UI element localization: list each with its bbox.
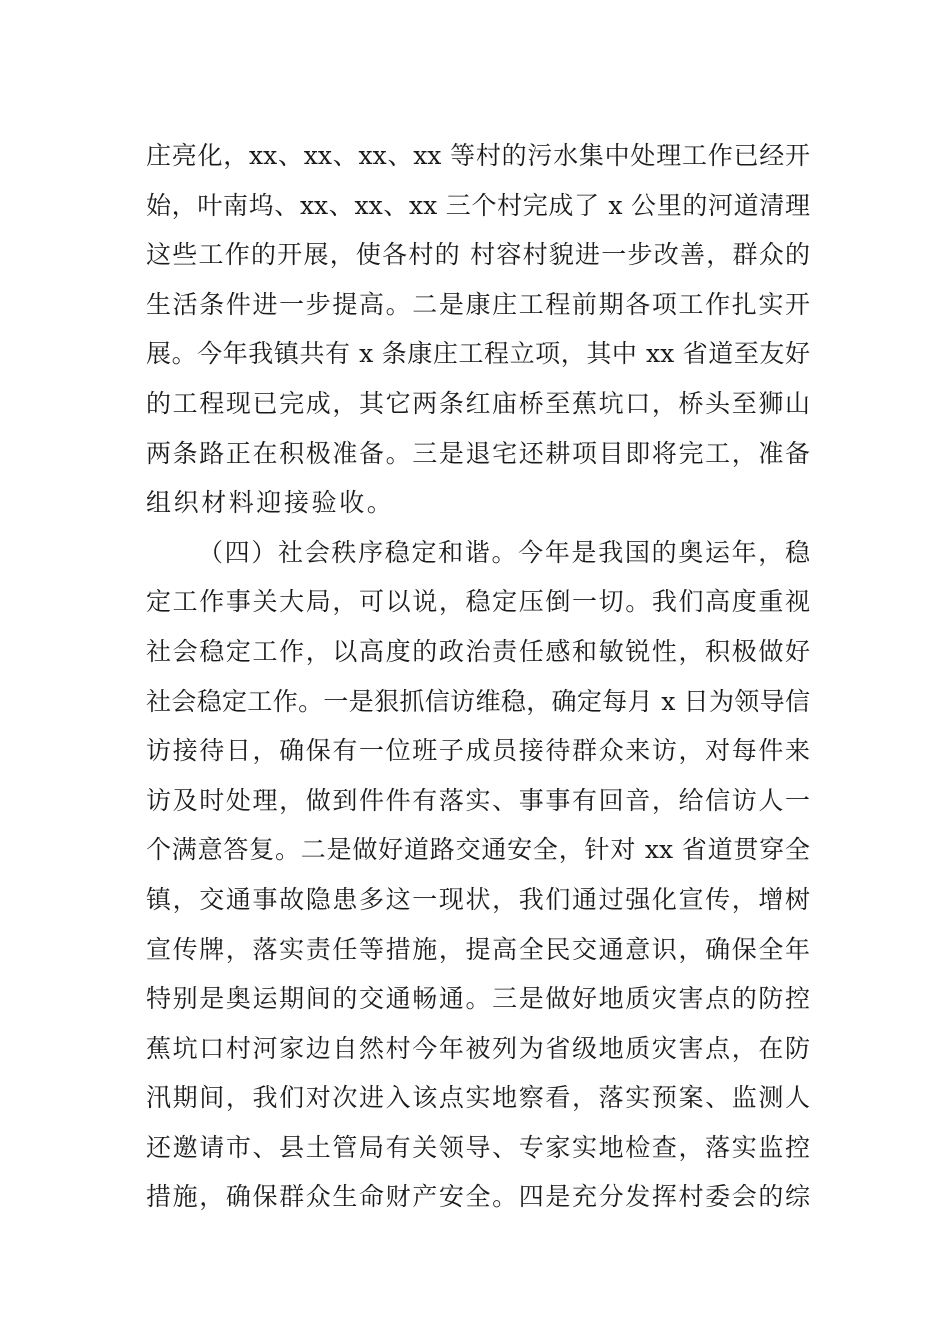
- text-line: 还邀请市、县土管局有关领导、专家实地检查，落实监控: [146, 1132, 810, 1162]
- text-line: 这些工作的开展，使各村的 村容村貌进一步改善，群众的: [146, 240, 810, 270]
- text-line: 访接待日，确保有一位班子成员接待群众来访，对每件来: [146, 736, 810, 766]
- text-line: 庄亮化，xx、xx、xx、xx 等村的污水集中处理工作已经开: [146, 141, 810, 170]
- text-line: 汛期间，我们对次进入该点实地察看，落实预案、监测人: [146, 1083, 810, 1113]
- text-line: 个满意答复。二是做好道路交通安全，针对 xx 省道贯穿全: [146, 835, 810, 865]
- text-line: 两条路正在积极准备。三是退宅还耕项目即将完工，准备: [146, 438, 810, 468]
- text-line: 宣传牌，落实责任等措施，提高全民交通意识，确保全年: [146, 934, 810, 964]
- text-line: 定工作事关大局，可以说，稳定压倒一切。我们高度重视: [146, 587, 810, 617]
- text-line: 特别是奥运期间的交通畅通。三是做好地质灾害点的防控: [146, 984, 810, 1014]
- text-line: 措施，确保群众生命财产安全。四是充分发挥村委会的综: [146, 1182, 810, 1212]
- text-line: 始，叶南坞、xx、xx、xx 三个村完成了 x 公里的河道清理: [146, 190, 810, 220]
- text-line: 镇，交通事故隐患多这一现状，我们通过强化宣传，增树: [146, 884, 810, 914]
- text-line: 蕉坑口村河家边自然村今年被列为省级地质灾害点，在防: [146, 1033, 810, 1063]
- text-line: 社会稳定工作，以高度的政治责任感和敏锐性，积极做好: [146, 636, 810, 666]
- text-line: 展。今年我镇共有 x 条康庄工程立项，其中 xx 省道至友好: [146, 339, 810, 369]
- text-line: 访及时处理，做到件件有落实、事事有回音，给信访人一: [146, 785, 810, 815]
- text-line: 生活条件进一步提高。二是康庄工程前期各项工作扎实开: [146, 289, 810, 319]
- text-line: 的工程现已完成，其它两条红庙桥至蕉坑口，桥头至狮山: [146, 388, 810, 418]
- text-line: 社会稳定工作。一是狠抓信访维稳，确定每月 x 日为领导信: [146, 686, 810, 716]
- document-body: [146, 131, 810, 1222]
- text-line: 组织材料迎接验收。: [146, 488, 395, 518]
- paragraph-heading-line: （四）社会秩序稳定和谐。今年是我国的奥运年，稳: [198, 537, 810, 567]
